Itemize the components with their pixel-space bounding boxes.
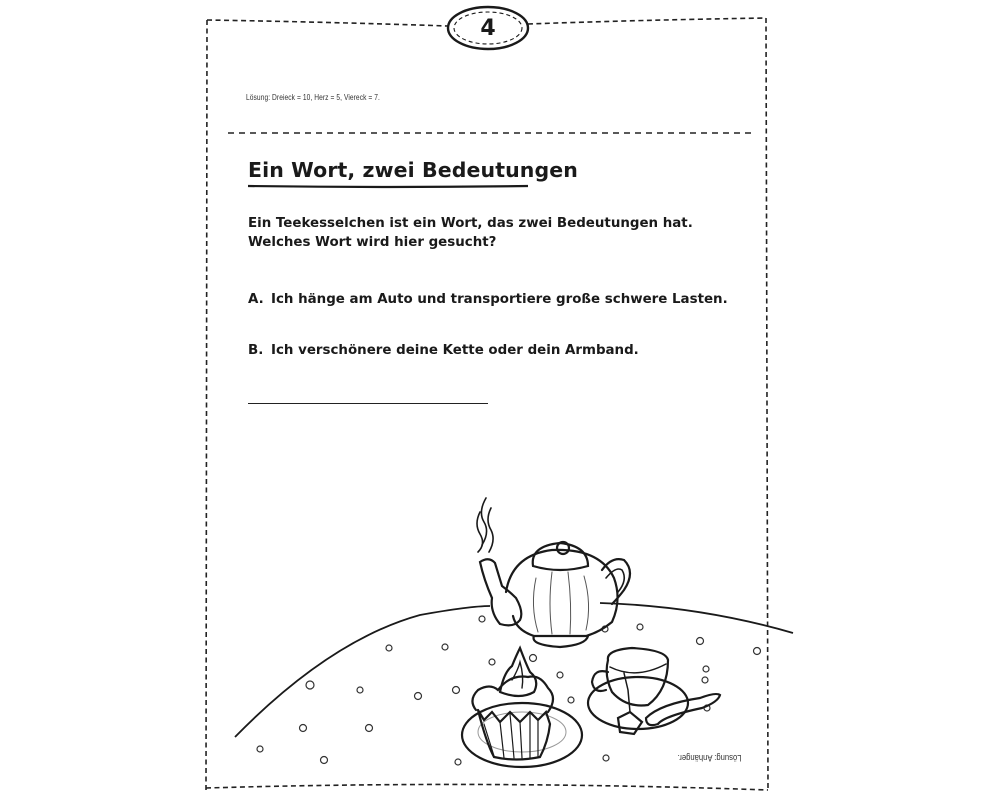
dashed-page-border <box>206 18 768 790</box>
page-title: Ein Wort, zwei Bedeutungen <box>248 158 578 182</box>
clue-label: A. <box>248 292 264 307</box>
intro-line-1: Ein Teekesselchen ist ein Wort, das zwei Bedeutungen hat. <box>248 216 693 231</box>
clue-a <box>248 292 728 307</box>
tablecloth-dots <box>257 616 761 765</box>
teacup-drawing <box>588 648 720 734</box>
clue-text: Ich hänge am Auto und transportiere große schwere Lasten. <box>271 292 728 307</box>
intro-line-2: Welches Wort wird hier gesucht? <box>248 235 497 250</box>
clue-b <box>248 343 639 358</box>
previous-solution-text: Lösung: Dreieck = 10, Herz = 5, Viereck = 7. <box>246 92 380 102</box>
clue-label: B. <box>248 343 264 358</box>
intro-text <box>248 214 693 252</box>
title-underline <box>248 186 528 187</box>
answer-line <box>248 403 488 404</box>
teapot-drawing <box>477 498 630 647</box>
cupcake-drawing <box>462 648 582 767</box>
upside-down-solution-text: Lösung: Anhänger. <box>677 753 742 763</box>
page-number: 4 <box>480 15 496 41</box>
clue-text: Ich verschönere deine Kette oder dein Armband. <box>271 343 639 358</box>
